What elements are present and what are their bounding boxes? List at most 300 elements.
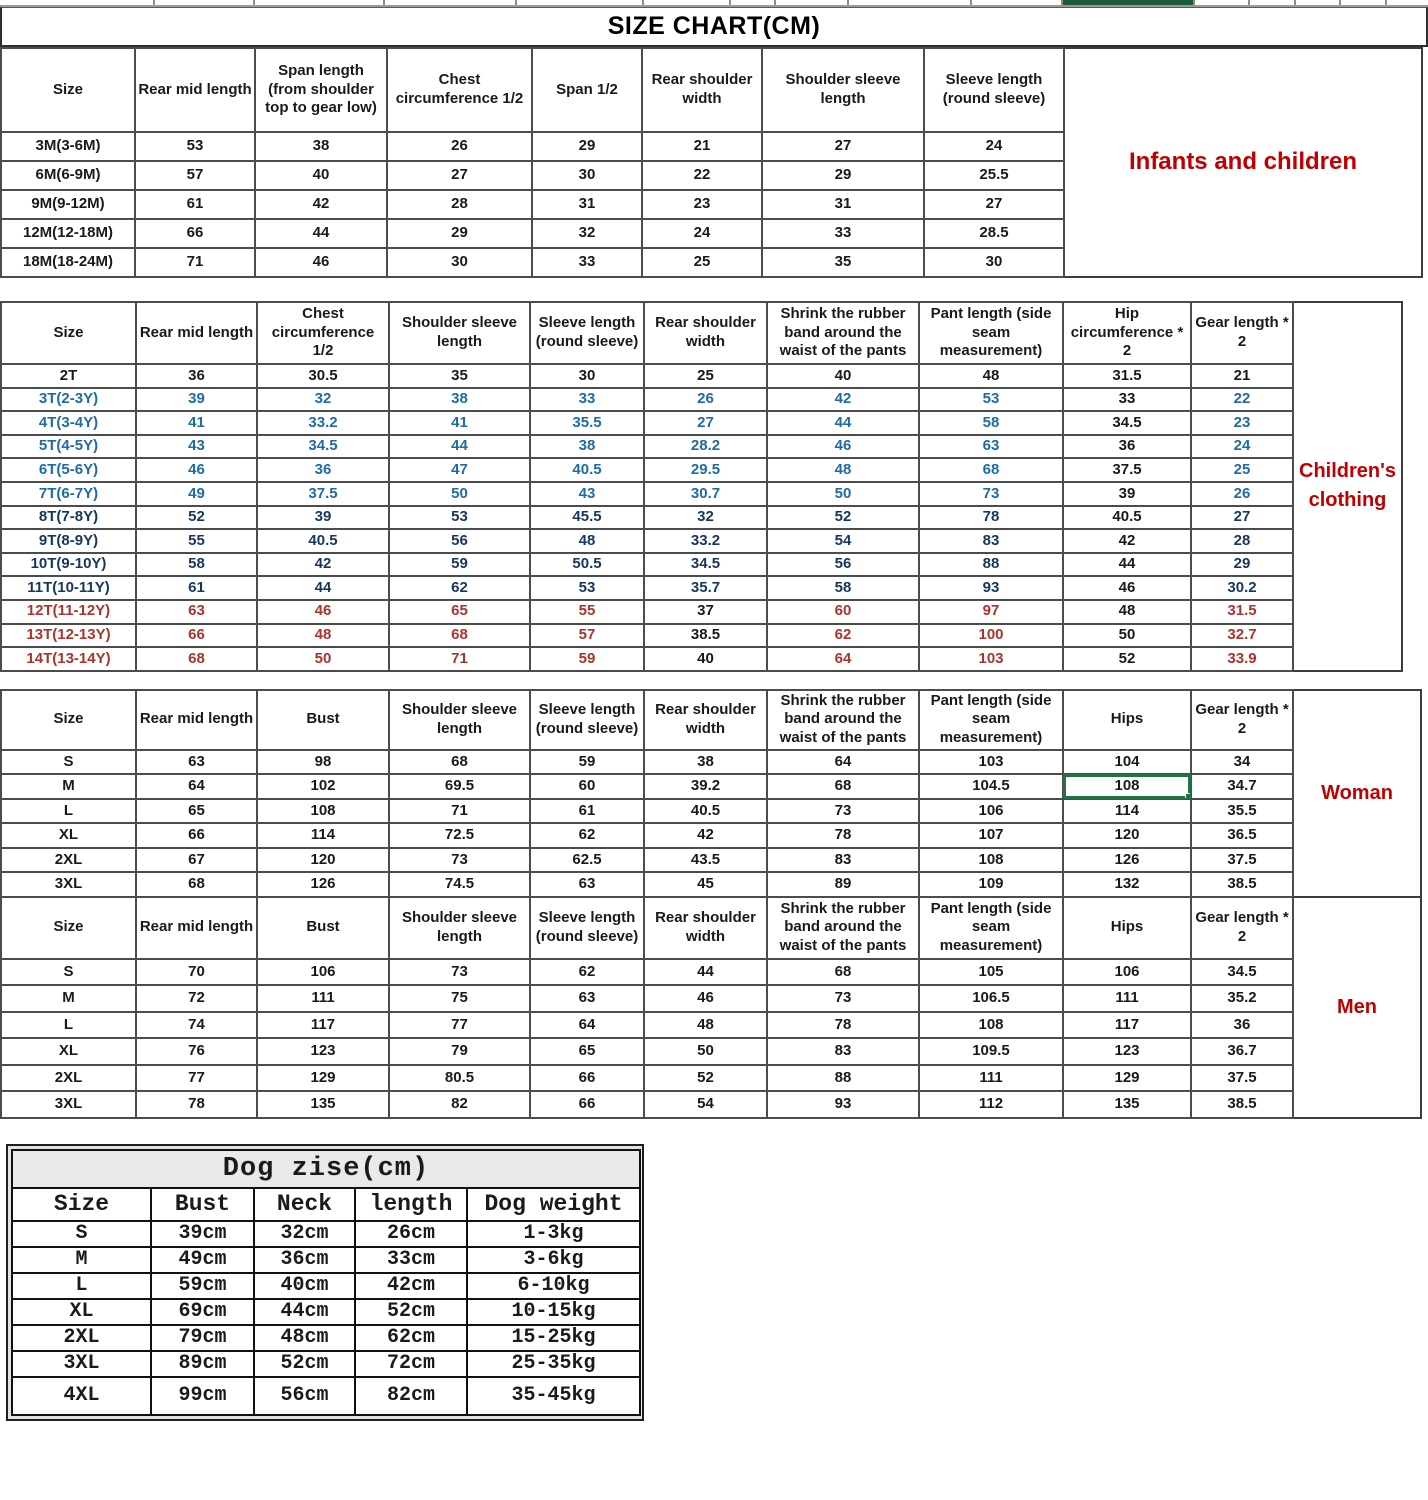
column-header: Span 1/2 (532, 48, 642, 132)
table-cell: 48 (1063, 600, 1191, 624)
column-header: Shoulder sleeve length (389, 690, 530, 750)
table-cell: 59 (530, 750, 644, 775)
table-cell: 26 (644, 388, 767, 412)
dog-size-table (11, 1149, 641, 1416)
table-cell: 71 (389, 799, 530, 824)
table-cell: 35.2 (1191, 985, 1293, 1012)
children-section (0, 301, 1428, 672)
table-cell: 38.5 (644, 624, 767, 648)
table-cell: 50.5 (530, 553, 644, 577)
table-cell: 39.2 (644, 774, 767, 799)
table-cell: 61 (135, 190, 255, 219)
column-header: Size (1, 690, 136, 750)
table-row (1, 482, 1293, 506)
table-row (1, 872, 1293, 897)
table-cell: 42 (257, 553, 389, 577)
column-header: Rear mid length (136, 690, 257, 750)
grid-tick (515, 0, 517, 5)
table-cell: 35.5 (530, 411, 644, 435)
table-cell: 35-45kg (467, 1377, 640, 1415)
table-cell: 24 (1191, 435, 1293, 459)
grid-tick (253, 0, 255, 5)
row-size-label: 8T(7-8Y) (1, 506, 136, 530)
column-header: Neck (254, 1188, 355, 1221)
table-cell: 38 (530, 435, 644, 459)
selected-cell: 108 (1063, 774, 1191, 799)
table-cell: 62 (530, 823, 644, 848)
table-cell: 62 (530, 959, 644, 986)
woman-section (0, 689, 1428, 898)
table-cell: 109 (919, 872, 1063, 897)
table-cell: 64 (530, 1012, 644, 1039)
column-header: Dog weight (467, 1188, 640, 1221)
table-cell: 33 (532, 248, 642, 277)
row-size-label: 3XL (1, 872, 136, 897)
table-cell: 70 (136, 959, 257, 986)
table-row (1, 435, 1293, 459)
table-cell: 41 (136, 411, 257, 435)
row-size-label: 12M(12-18M) (1, 219, 135, 248)
table-cell: 52 (767, 506, 919, 530)
table-cell: 46 (644, 985, 767, 1012)
table-row (1, 248, 1064, 277)
table-cell: 78 (767, 823, 919, 848)
table-cell: 44 (389, 435, 530, 459)
table-cell: 44cm (254, 1299, 355, 1325)
table-cell: 107 (919, 823, 1063, 848)
table-cell: 30.2 (1191, 576, 1293, 600)
table-cell: 32 (644, 506, 767, 530)
table-cell: 15-25kg (467, 1325, 640, 1351)
row-size-label: XL (12, 1299, 151, 1325)
table-cell: 106 (1063, 959, 1191, 986)
table-row (1, 553, 1293, 577)
table-cell: 56 (389, 529, 530, 553)
table-cell: 111 (919, 1065, 1063, 1092)
table-cell: 30 (924, 248, 1064, 277)
table-cell: 108 (257, 799, 389, 824)
table-row (1, 1038, 1293, 1065)
woman-size-table (0, 689, 1294, 898)
children-section-label-box (1294, 301, 1403, 672)
table-cell: 105 (919, 959, 1063, 986)
table-cell: 34.5 (1191, 959, 1293, 986)
table-row (1, 411, 1293, 435)
table-cell: 114 (1063, 799, 1191, 824)
table-cell: 45.5 (530, 506, 644, 530)
column-header: Rear mid length (136, 897, 257, 959)
table-cell: 36 (1063, 435, 1191, 459)
table-cell: 68 (919, 458, 1063, 482)
table-cell: 38 (644, 750, 767, 775)
infants-size-table (0, 47, 1065, 278)
table-cell: 120 (257, 848, 389, 873)
table-cell: 40 (255, 161, 387, 190)
table-row (1, 799, 1293, 824)
table-cell: 35 (389, 364, 530, 388)
table-cell: 46 (257, 600, 389, 624)
table-cell: 44 (1063, 553, 1191, 577)
table-cell: 58 (136, 553, 257, 577)
table-cell: 50 (644, 1038, 767, 1065)
table-cell: 40.5 (1063, 506, 1191, 530)
table-cell: 31 (762, 190, 924, 219)
children-size-table (0, 301, 1294, 672)
table-cell: 23 (642, 190, 762, 219)
table-cell: 77 (136, 1065, 257, 1092)
row-size-label: 11T(10-11Y) (1, 576, 136, 600)
table-cell: 52 (644, 1065, 767, 1092)
table-cell: 104.5 (919, 774, 1063, 799)
row-size-label: 3XL (12, 1351, 151, 1377)
row-size-label: 3M(3-6M) (1, 132, 135, 161)
column-header: Chest circumference 1/2 (257, 302, 389, 364)
table-cell: 22 (1191, 388, 1293, 412)
table-cell: 48 (767, 458, 919, 482)
table-cell: 37.5 (1063, 458, 1191, 482)
table-cell: 135 (1063, 1091, 1191, 1118)
table-cell: 100 (919, 624, 1063, 648)
table-cell: 39 (257, 506, 389, 530)
table-cell: 78 (767, 1012, 919, 1039)
column-header: length (355, 1188, 467, 1221)
table-cell: 71 (389, 647, 530, 671)
table-cell: 135 (257, 1091, 389, 1118)
table-cell: 68 (136, 647, 257, 671)
table-cell: 88 (919, 553, 1063, 577)
table-cell: 42 (644, 823, 767, 848)
table-cell: 32.7 (1191, 624, 1293, 648)
table-cell: 42 (255, 190, 387, 219)
table-cell: 29 (762, 161, 924, 190)
row-size-label: 9T(8-9Y) (1, 529, 136, 553)
table-cell: 40.5 (644, 799, 767, 824)
children-section-label: Children's clothing (1299, 460, 1396, 512)
column-header: Rear shoulder width (644, 897, 767, 959)
table-cell: 114 (257, 823, 389, 848)
table-cell: 112 (919, 1091, 1063, 1118)
table-cell: 120 (1063, 823, 1191, 848)
table-cell: 54 (767, 529, 919, 553)
table-cell: 27 (387, 161, 532, 190)
table-cell: 31.5 (1063, 364, 1191, 388)
infants-section-label-box (1065, 47, 1423, 278)
table-cell: 63 (530, 872, 644, 897)
table-cell: 28.2 (644, 435, 767, 459)
table-cell: 36 (1191, 1012, 1293, 1039)
column-header: Hip circumference * 2 (1063, 302, 1191, 364)
row-size-label: 7T(6-7Y) (1, 482, 136, 506)
table-cell: 106 (257, 959, 389, 986)
table-cell: 48 (919, 364, 1063, 388)
table-cell: 88 (767, 1065, 919, 1092)
table-cell: 43 (530, 482, 644, 506)
table-cell: 29.5 (644, 458, 767, 482)
page-title: SIZE CHART(CM) (607, 12, 821, 40)
table-cell: 54 (644, 1091, 767, 1118)
row-size-label: 2XL (12, 1325, 151, 1351)
column-header: Gear length * 2 (1191, 302, 1293, 364)
table-cell: 79 (389, 1038, 530, 1065)
grid-tick (1339, 0, 1341, 5)
table-cell: 64 (767, 750, 919, 775)
table-cell: 41 (389, 411, 530, 435)
table-cell: 36 (257, 458, 389, 482)
table-row (1, 1065, 1293, 1092)
grid-tick (729, 0, 731, 5)
top-green-cell-highlight (1061, 0, 1193, 5)
table-cell: 55 (136, 529, 257, 553)
table-cell: 42 (1063, 529, 1191, 553)
table-cell: 111 (1063, 985, 1191, 1012)
column-header: Rear shoulder width (644, 690, 767, 750)
table-cell: 34.5 (644, 553, 767, 577)
table-cell: 59 (530, 647, 644, 671)
table-cell: 6-10kg (467, 1273, 640, 1299)
table-cell: 117 (1063, 1012, 1191, 1039)
table-cell: 126 (1063, 848, 1191, 873)
woman-section-label: Woman (1321, 781, 1393, 804)
table-cell: 34.5 (257, 435, 389, 459)
table-cell: 34 (1191, 750, 1293, 775)
table-cell: 39 (136, 388, 257, 412)
table-cell: 49cm (151, 1247, 254, 1273)
column-header: Shrink the rubber band around the waist of the pants (767, 897, 919, 959)
table-cell: 83 (767, 848, 919, 873)
dog-table-title: Dog zise(cm) (12, 1150, 640, 1188)
row-size-label: 4XL (12, 1377, 151, 1415)
table-cell: 126 (257, 872, 389, 897)
table-cell: 32 (532, 219, 642, 248)
table-cell: 31 (532, 190, 642, 219)
row-size-label: 5T(4-5Y) (1, 435, 136, 459)
table-cell: 66 (136, 823, 257, 848)
table-cell: 36 (136, 364, 257, 388)
table-cell: 60 (767, 600, 919, 624)
table-cell: 33 (530, 388, 644, 412)
row-size-label: 14T(13-14Y) (1, 647, 136, 671)
table-cell: 30 (532, 161, 642, 190)
table-cell: 44 (255, 219, 387, 248)
table-cell: 123 (257, 1038, 389, 1065)
column-header: Hips (1063, 690, 1191, 750)
table-cell: 25 (1191, 458, 1293, 482)
column-header: Rear mid length (135, 48, 255, 132)
table-cell: 50 (257, 647, 389, 671)
table-cell: 40.5 (530, 458, 644, 482)
column-header: Span length (from shoulder top to gear low) (255, 48, 387, 132)
grid-tick (383, 0, 385, 5)
table-cell: 28 (1191, 529, 1293, 553)
table-cell: 33 (762, 219, 924, 248)
table-cell: 48 (257, 624, 389, 648)
table-cell: 42cm (355, 1273, 467, 1299)
table-cell: 56cm (254, 1377, 355, 1415)
grid-tick (774, 0, 776, 5)
table-cell: 39cm (151, 1221, 254, 1247)
table-cell: 27 (924, 190, 1064, 219)
table-cell: 66 (136, 624, 257, 648)
table-cell: 73 (389, 959, 530, 986)
table-row (1, 132, 1064, 161)
column-header: Bust (257, 897, 389, 959)
table-cell: 62cm (355, 1325, 467, 1351)
table-row (12, 1325, 640, 1351)
column-header: Shoulder sleeve length (389, 897, 530, 959)
column-header: Size (1, 897, 136, 959)
table-cell: 46 (767, 435, 919, 459)
table-cell: 66 (530, 1091, 644, 1118)
table-row (1, 774, 1293, 799)
table-cell: 62.5 (530, 848, 644, 873)
column-header: Pant length (side seam measurement) (919, 897, 1063, 959)
column-header: Gear length * 2 (1191, 690, 1293, 750)
table-cell: 98 (257, 750, 389, 775)
table-cell: 53 (135, 132, 255, 161)
table-cell: 59 (389, 553, 530, 577)
table-cell: 37 (644, 600, 767, 624)
table-cell: 89cm (151, 1351, 254, 1377)
table-cell: 129 (1063, 1065, 1191, 1092)
table-cell: 46 (255, 248, 387, 277)
table-row (1, 219, 1064, 248)
table-cell: 97 (919, 600, 1063, 624)
table-cell: 82cm (355, 1377, 467, 1415)
table-cell: 44 (767, 411, 919, 435)
table-cell: 76 (136, 1038, 257, 1065)
table-cell: 78 (136, 1091, 257, 1118)
row-size-label: S (1, 959, 136, 986)
table-cell: 40cm (254, 1273, 355, 1299)
table-cell: 53 (389, 506, 530, 530)
table-row (12, 1299, 640, 1325)
table-cell: 22 (642, 161, 762, 190)
table-cell: 50 (389, 482, 530, 506)
table-cell: 83 (919, 529, 1063, 553)
table-cell: 57 (135, 161, 255, 190)
table-cell: 111 (257, 985, 389, 1012)
table-row (1, 161, 1064, 190)
table-cell: 93 (767, 1091, 919, 1118)
table-row (12, 1351, 640, 1377)
grid-tick (153, 0, 155, 5)
table-cell: 33cm (355, 1247, 467, 1273)
table-row (1, 1012, 1293, 1039)
row-size-label: 12T(11-12Y) (1, 600, 136, 624)
table-cell: 25-35kg (467, 1351, 640, 1377)
table-row (1, 576, 1293, 600)
table-cell: 27 (1191, 506, 1293, 530)
table-row (1, 848, 1293, 873)
table-cell: 35.7 (644, 576, 767, 600)
table-cell: 38 (389, 388, 530, 412)
column-header: Bust (151, 1188, 254, 1221)
row-size-label: 4T(3-4Y) (1, 411, 136, 435)
table-cell: 62 (767, 624, 919, 648)
row-size-label: L (1, 799, 136, 824)
column-header: Size (1, 48, 135, 132)
table-row (12, 1247, 640, 1273)
dog-section (6, 1144, 644, 1421)
table-cell: 68 (767, 774, 919, 799)
table-cell: 33 (1063, 388, 1191, 412)
table-cell: 25.5 (924, 161, 1064, 190)
table-cell: 3-6kg (467, 1247, 640, 1273)
table-cell: 56 (767, 553, 919, 577)
row-size-label: 18M(18-24M) (1, 248, 135, 277)
table-cell: 99cm (151, 1377, 254, 1415)
table-cell: 68 (767, 959, 919, 986)
column-header: Rear shoulder width (644, 302, 767, 364)
table-cell: 28 (387, 190, 532, 219)
chart-title-row (0, 7, 1428, 47)
row-size-label: XL (1, 1038, 136, 1065)
table-row (1, 458, 1293, 482)
grid-tick (1061, 0, 1063, 5)
column-header: Pant length (side seam measurement) (919, 302, 1063, 364)
table-cell: 39 (1063, 482, 1191, 506)
infants-section-label: Infants and children (1128, 148, 1358, 176)
table-cell: 104 (1063, 750, 1191, 775)
table-cell: 73 (767, 799, 919, 824)
table-cell: 33.2 (257, 411, 389, 435)
column-header: Sleeve length (round sleeve) (530, 897, 644, 959)
table-row (1, 985, 1293, 1012)
row-size-label: 2XL (1, 848, 136, 873)
row-size-label: XL (1, 823, 136, 848)
row-size-label: 3T(2-3Y) (1, 388, 136, 412)
table-cell: 24 (924, 132, 1064, 161)
table-cell: 63 (919, 435, 1063, 459)
men-section (0, 896, 1428, 1119)
table-cell: 106 (919, 799, 1063, 824)
table-row (1, 388, 1293, 412)
table-cell: 29 (1191, 553, 1293, 577)
grid-tick (970, 0, 972, 5)
table-cell: 72 (136, 985, 257, 1012)
table-cell: 50 (767, 482, 919, 506)
table-cell: 66 (530, 1065, 644, 1092)
table-cell: 40.5 (257, 529, 389, 553)
row-size-label: M (12, 1247, 151, 1273)
table-cell: 62 (389, 576, 530, 600)
table-cell: 21 (642, 132, 762, 161)
table-cell: 77 (389, 1012, 530, 1039)
table-cell: 25 (642, 248, 762, 277)
table-cell: 53 (919, 388, 1063, 412)
table-cell: 30.7 (644, 482, 767, 506)
table-cell: 123 (1063, 1038, 1191, 1065)
table-cell: 52 (1063, 647, 1191, 671)
table-cell: 129 (257, 1065, 389, 1092)
table-cell: 132 (1063, 872, 1191, 897)
table-cell: 64 (136, 774, 257, 799)
table-cell: 1-3kg (467, 1221, 640, 1247)
men-section-label-box (1294, 896, 1422, 1119)
column-header: Chest circumference 1/2 (387, 48, 532, 132)
table-cell: 89 (767, 872, 919, 897)
spreadsheet-top-gridline (0, 0, 1428, 7)
row-size-label: M (1, 774, 136, 799)
table-cell: 33.2 (644, 529, 767, 553)
table-row (1, 364, 1293, 388)
table-row (1, 1091, 1293, 1118)
table-cell: 52 (136, 506, 257, 530)
table-cell: 59cm (151, 1273, 254, 1299)
column-header: Size (12, 1188, 151, 1221)
table-cell: 44 (644, 959, 767, 986)
table-cell: 103 (919, 647, 1063, 671)
